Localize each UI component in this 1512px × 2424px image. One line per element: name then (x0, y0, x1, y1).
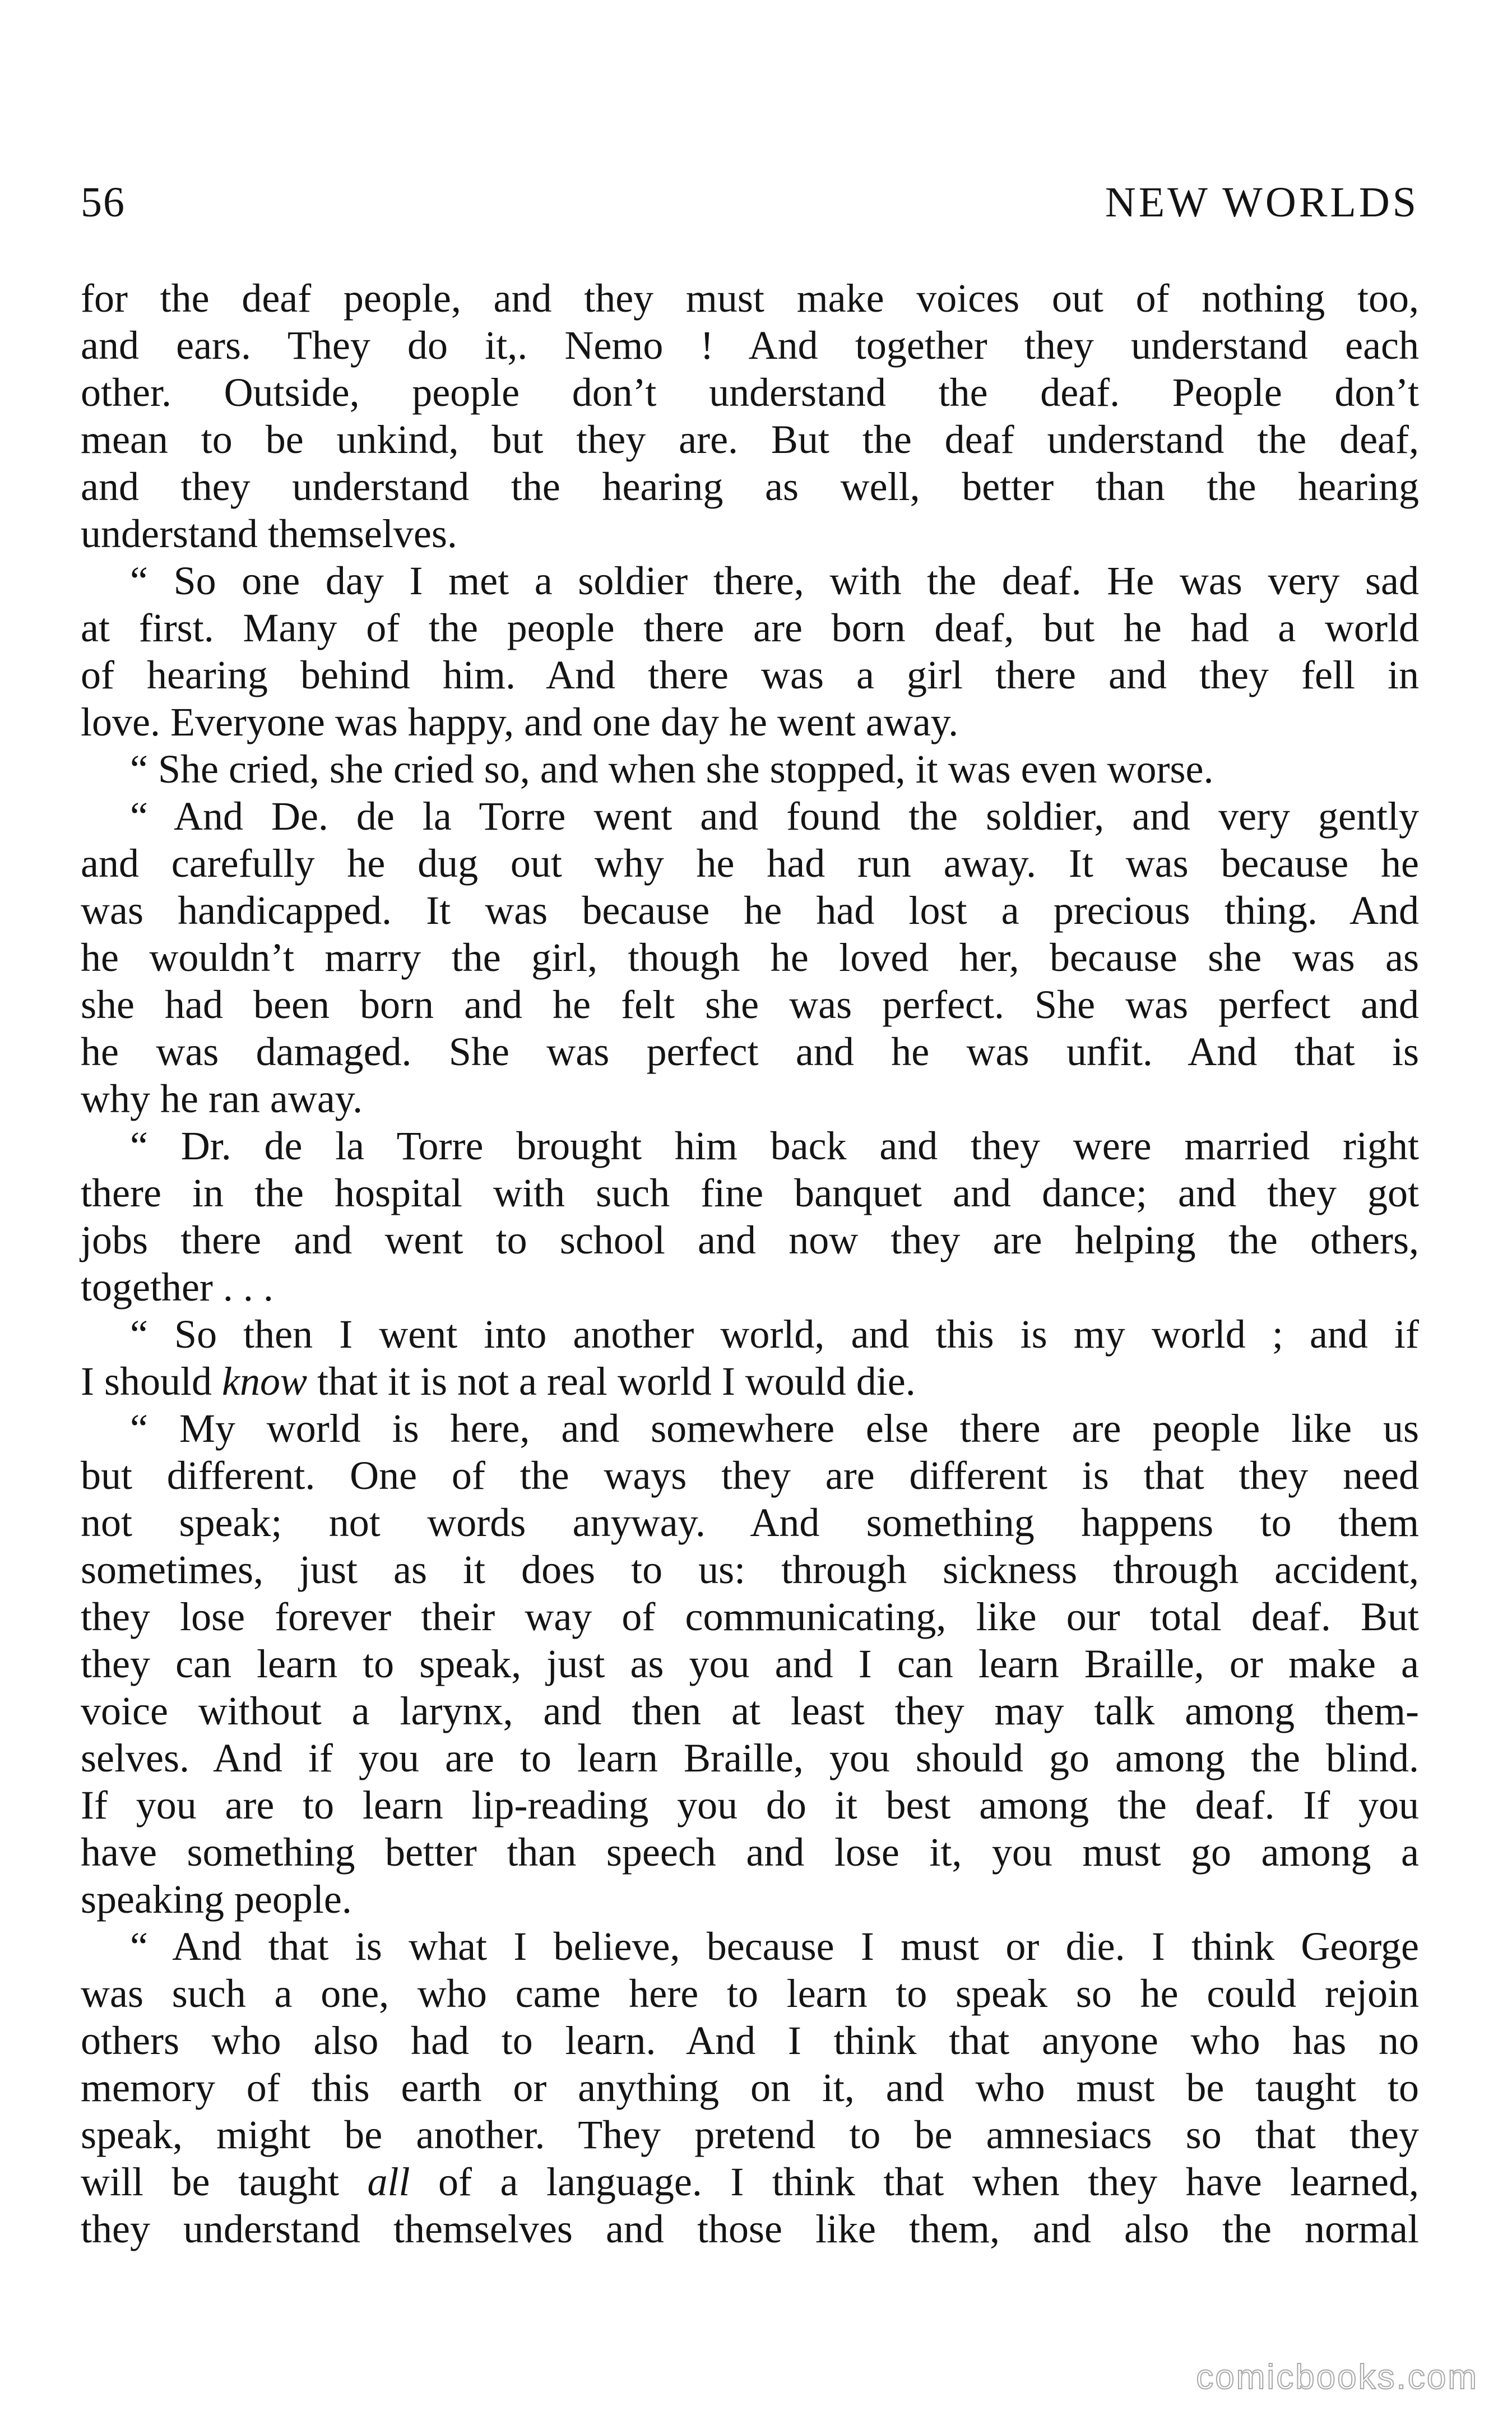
text-line: not speak; not words anyway. And something happens to them (81, 1500, 1419, 1545)
text-line: understand themselves. (81, 511, 457, 556)
text-segment: of a language. I think that when they have learned, (410, 2159, 1420, 2204)
text-line: they can learn to speak, just as you and I can learn Braille, or make a (81, 1641, 1419, 1686)
text-line: voice without a larynx, and then at least they may talk among them- (81, 1689, 1419, 1733)
body-text (81, 275, 1419, 2252)
text-line: was such a one, who came here to learn to speak so he could rejoin (81, 1971, 1419, 2016)
text-line: they lose forever their way of communicating, like our total deaf. But (81, 1594, 1419, 1639)
text-line: and ears. They do it,. Nemo ! And together they understand each (81, 323, 1419, 368)
text-line: but different. One of the ways they are different is that they need (81, 1453, 1419, 1498)
page-header (81, 178, 1419, 240)
text-line (81, 1358, 1419, 1405)
text-segment: that it is not a real world I would die. (307, 1359, 916, 1404)
text-line: and carefully he dug out why he had run away. It was because he (81, 841, 1419, 886)
text-line: memory of this earth or anything on it, and who must be taught to (81, 2065, 1419, 2110)
text-line: at first. Many of the people there are born deaf, but he had a world (81, 605, 1419, 650)
text-line: “ My world is here, and somewhere else there are people like us (130, 1406, 1419, 1451)
italic-word: know (222, 1359, 307, 1404)
text-line: “ And that is what I believe, because I must or die. I think George (130, 1924, 1419, 1969)
text-line: have something better than speech and lose it, you must go among a (81, 1830, 1419, 1875)
text-line: If you are to learn lip-reading you do it best among the deaf. If you (81, 1783, 1419, 1828)
watermark: comicbooks.com (1196, 2358, 1478, 2397)
text-line: speak, might be another. They pretend to be amnesiacs so that they (81, 2112, 1419, 2157)
text-line: jobs there and went to school and now they are helping the others, (81, 1218, 1419, 1262)
text-line: and they understand the hearing as well, better than the hearing (81, 464, 1419, 509)
text-line: he wouldn’t marry the girl, though he loved her, because she was as (81, 935, 1419, 980)
text-line: he was damaged. She was perfect and he was unfit. And that is (81, 1029, 1419, 1074)
page-number: 56 (81, 179, 126, 226)
text-line: “ Dr. de la Torre brought him back and they were married right (130, 1123, 1419, 1168)
text-line: selves. And if you are to learn Braille, you should go among the blind. (81, 1736, 1419, 1780)
text-line: love. Everyone was happy, and one day he went away. (81, 700, 959, 744)
text-line: why he ran away. (81, 1076, 363, 1121)
text-segment: I should (81, 1359, 222, 1404)
text-line: mean to be unkind, but they are. But the deaf understand the deaf, (81, 417, 1419, 462)
text-line: of hearing behind him. And there was a girl there and they fell in (81, 653, 1419, 697)
text-segment: will be taught (81, 2159, 368, 2204)
text-line: there in the hospital with such fine banquet and dance; and they got (81, 1171, 1419, 1215)
text-line: other. Outside, people don’t understand the deaf. People don’t (81, 370, 1419, 415)
text-line: they understand themselves and those like them, and also the normal (81, 2206, 1419, 2251)
italic-word: all (367, 2159, 410, 2204)
text-line: “ So one day I met a soldier there, with the deaf. He was very sad (130, 558, 1419, 603)
text-line: others who also had to learn. And I think that anyone who has no (81, 2018, 1419, 2063)
running-head: NEW WORLDS (1105, 179, 1419, 226)
text-line: she had been born and he felt she was perfect. She was perfect and (81, 982, 1419, 1027)
text-line: was handicapped. It was because he had lost a precious thing. And (81, 888, 1419, 933)
text-line: for the deaf people, and they must make voices out of nothing too, (81, 276, 1419, 321)
text-line: sometimes, just as it does to us: through sickness through accident, (81, 1547, 1419, 1592)
text-line: together . . . (81, 1265, 273, 1310)
text-line: “ She cried, she cried so, and when she stopped, it was even worse. (130, 747, 1214, 792)
text-line: “ So then I went into another world, and this is my world ; and if (130, 1312, 1419, 1357)
text-line: speaking people. (81, 1877, 352, 1922)
text-line (81, 2158, 1419, 2205)
text-line: “ And De. de la Torre went and found the soldier, and very gently (130, 794, 1419, 839)
